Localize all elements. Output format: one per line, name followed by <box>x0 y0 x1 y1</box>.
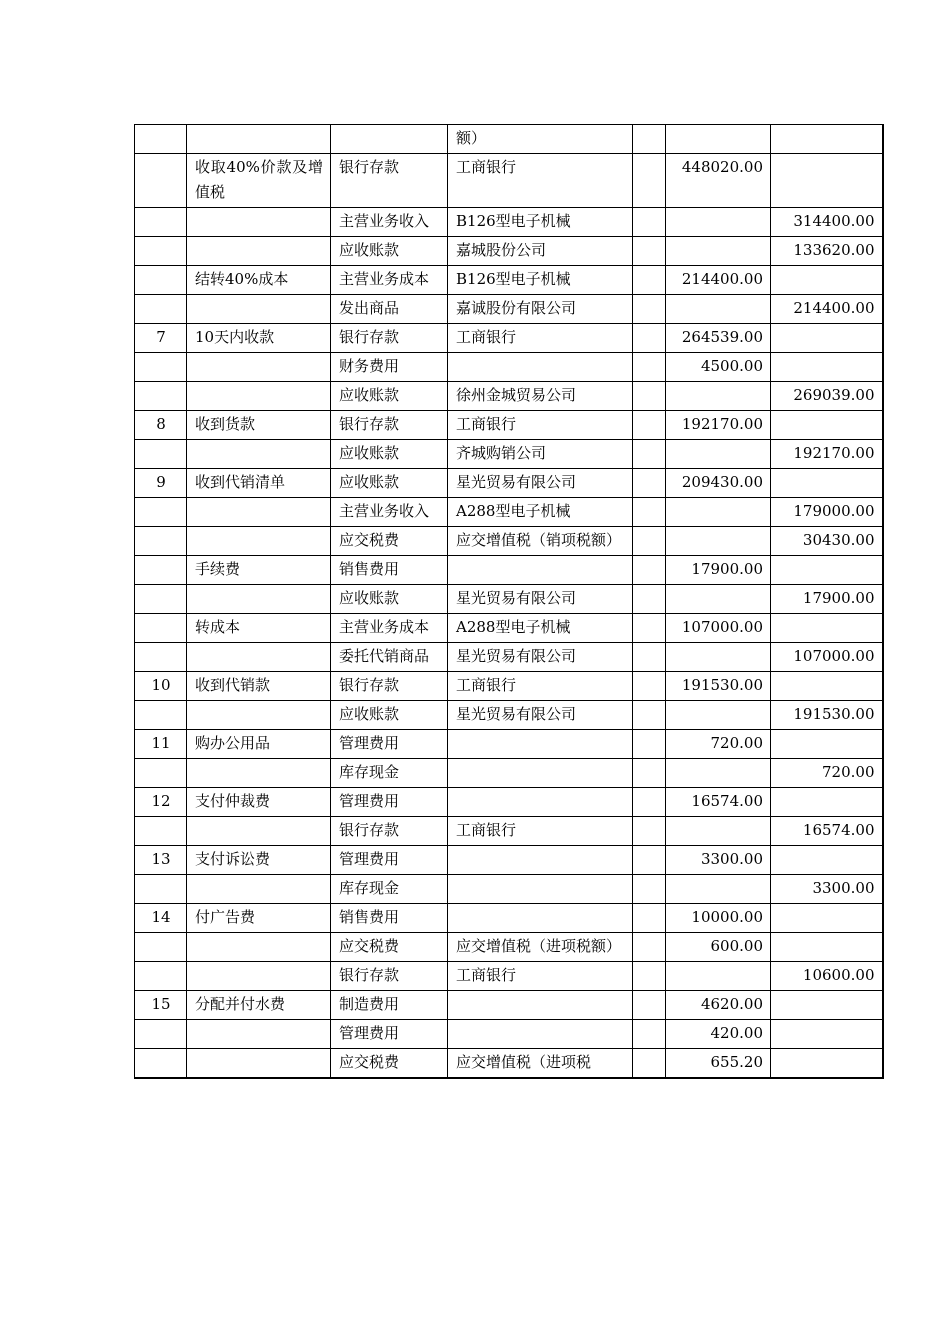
account-cell: 管理费用 <box>331 846 448 875</box>
account-cell: 应收账款 <box>331 701 448 730</box>
summary-cell: 支付仲裁费 <box>187 788 331 817</box>
sub-account-cell: 星光贸易有限公司 <box>448 701 633 730</box>
blank-cell <box>633 585 666 614</box>
credit-amount-cell <box>771 730 883 759</box>
debit-amount-cell: 214400.00 <box>666 266 771 295</box>
debit-amount-cell <box>666 817 771 846</box>
sub-account-cell <box>448 875 633 904</box>
sub-account-cell: B126型电子机械 <box>448 208 633 237</box>
account-cell: 应收账款 <box>331 440 448 469</box>
summary-cell <box>187 875 331 904</box>
entry-number-cell <box>135 353 187 382</box>
sub-account-cell: 应交增值税（进项税 <box>448 1049 633 1079</box>
summary-cell: 付广告费 <box>187 904 331 933</box>
blank-cell <box>633 701 666 730</box>
credit-amount-cell <box>771 125 883 154</box>
entry-number-cell <box>135 556 187 585</box>
debit-amount-cell <box>666 701 771 730</box>
journal-entry-rows <box>135 125 883 1079</box>
blank-cell <box>633 614 666 643</box>
journal-entry-table <box>134 124 884 1079</box>
account-cell: 库存现金 <box>331 875 448 904</box>
sub-account-cell: 嘉城股份公司 <box>448 237 633 266</box>
summary-cell <box>187 701 331 730</box>
account-cell: 管理费用 <box>331 1020 448 1049</box>
blank-cell <box>633 411 666 440</box>
debit-amount-cell <box>666 585 771 614</box>
table-row <box>135 125 883 154</box>
blank-cell <box>633 759 666 788</box>
debit-amount-cell <box>666 295 771 324</box>
table-row <box>135 353 883 382</box>
table-row <box>135 904 883 933</box>
blank-cell <box>633 324 666 353</box>
summary-cell: 分配并付水费 <box>187 991 331 1020</box>
entry-number-cell <box>135 875 187 904</box>
blank-cell <box>633 154 666 208</box>
sub-account-cell: 应交增值税（销项税额） <box>448 527 633 556</box>
account-cell: 主营业务收入 <box>331 208 448 237</box>
account-cell: 销售费用 <box>331 904 448 933</box>
table-row <box>135 962 883 991</box>
credit-amount-cell <box>771 991 883 1020</box>
table-row <box>135 672 883 701</box>
debit-amount-cell: 16574.00 <box>666 788 771 817</box>
summary-cell <box>187 759 331 788</box>
entry-number-cell: 7 <box>135 324 187 353</box>
debit-amount-cell: 420.00 <box>666 1020 771 1049</box>
entry-number-cell <box>135 1020 187 1049</box>
account-cell: 银行存款 <box>331 672 448 701</box>
credit-amount-cell <box>771 266 883 295</box>
blank-cell <box>633 125 666 154</box>
debit-amount-cell <box>666 237 771 266</box>
credit-amount-cell <box>771 904 883 933</box>
summary-cell: 结转40%成本 <box>187 266 331 295</box>
table-row <box>135 846 883 875</box>
summary-cell: 手续费 <box>187 556 331 585</box>
debit-amount-cell: 4500.00 <box>666 353 771 382</box>
debit-amount-cell: 192170.00 <box>666 411 771 440</box>
table-row <box>135 585 883 614</box>
blank-cell <box>633 469 666 498</box>
credit-amount-cell: 10600.00 <box>771 962 883 991</box>
debit-amount-cell: 10000.00 <box>666 904 771 933</box>
account-cell: 应交税费 <box>331 527 448 556</box>
blank-cell <box>633 962 666 991</box>
credit-amount-cell: 179000.00 <box>771 498 883 527</box>
entry-number-cell <box>135 266 187 295</box>
account-cell: 应收账款 <box>331 382 448 411</box>
account-cell: 委托代销商品 <box>331 643 448 672</box>
blank-cell <box>633 643 666 672</box>
sub-account-cell: 齐城购销公司 <box>448 440 633 469</box>
blank-cell <box>633 208 666 237</box>
entry-number-cell <box>135 962 187 991</box>
entry-number-cell <box>135 701 187 730</box>
table-row <box>135 759 883 788</box>
summary-cell <box>187 208 331 237</box>
entry-number-cell <box>135 614 187 643</box>
sub-account-cell: 应交增值税（进项税额） <box>448 933 633 962</box>
table-row <box>135 1049 883 1079</box>
entry-number-cell: 10 <box>135 672 187 701</box>
credit-amount-cell: 269039.00 <box>771 382 883 411</box>
account-cell: 制造费用 <box>331 991 448 1020</box>
sub-account-cell <box>448 759 633 788</box>
sub-account-cell: 工商银行 <box>448 154 633 208</box>
blank-cell <box>633 991 666 1020</box>
entry-number-cell <box>135 237 187 266</box>
sub-account-cell: 工商银行 <box>448 962 633 991</box>
sub-account-cell: 星光贸易有限公司 <box>448 585 633 614</box>
credit-amount-cell: 720.00 <box>771 759 883 788</box>
sub-account-cell: 工商银行 <box>448 411 633 440</box>
blank-cell <box>633 730 666 759</box>
sub-account-cell: 徐州金城贸易公司 <box>448 382 633 411</box>
credit-amount-cell: 17900.00 <box>771 585 883 614</box>
sub-account-cell <box>448 904 633 933</box>
sub-account-cell: B126型电子机械 <box>448 266 633 295</box>
summary-cell: 收到代销款 <box>187 672 331 701</box>
table-row <box>135 382 883 411</box>
credit-amount-cell: 133620.00 <box>771 237 883 266</box>
sub-account-cell: A288型电子机械 <box>448 498 633 527</box>
sub-account-cell <box>448 353 633 382</box>
sub-account-cell: 嘉诚股份有限公司 <box>448 295 633 324</box>
blank-cell <box>633 788 666 817</box>
entry-number-cell <box>135 527 187 556</box>
entry-number-cell <box>135 125 187 154</box>
entry-number-cell <box>135 498 187 527</box>
table-row <box>135 154 883 208</box>
credit-amount-cell <box>771 846 883 875</box>
summary-cell: 10天内收款 <box>187 324 331 353</box>
account-cell: 管理费用 <box>331 730 448 759</box>
table-row <box>135 991 883 1020</box>
debit-amount-cell: 720.00 <box>666 730 771 759</box>
table-row <box>135 614 883 643</box>
credit-amount-cell <box>771 154 883 208</box>
sub-account-cell <box>448 1020 633 1049</box>
account-cell: 销售费用 <box>331 556 448 585</box>
sub-account-cell <box>448 730 633 759</box>
table-row <box>135 933 883 962</box>
credit-amount-cell: 16574.00 <box>771 817 883 846</box>
account-cell: 管理费用 <box>331 788 448 817</box>
blank-cell <box>633 527 666 556</box>
blank-cell <box>633 498 666 527</box>
table-row <box>135 527 883 556</box>
account-cell: 库存现金 <box>331 759 448 788</box>
account-cell: 应收账款 <box>331 237 448 266</box>
account-cell: 银行存款 <box>331 962 448 991</box>
blank-cell <box>633 933 666 962</box>
entry-number-cell <box>135 440 187 469</box>
credit-amount-cell <box>771 614 883 643</box>
summary-cell <box>187 643 331 672</box>
summary-cell <box>187 585 331 614</box>
debit-amount-cell <box>666 643 771 672</box>
summary-cell <box>187 527 331 556</box>
entry-number-cell: 11 <box>135 730 187 759</box>
credit-amount-cell: 192170.00 <box>771 440 883 469</box>
sub-account-cell: 星光贸易有限公司 <box>448 469 633 498</box>
credit-amount-cell <box>771 672 883 701</box>
entry-number-cell <box>135 585 187 614</box>
account-cell: 发出商品 <box>331 295 448 324</box>
debit-amount-cell: 4620.00 <box>666 991 771 1020</box>
debit-amount-cell: 655.20 <box>666 1049 771 1079</box>
sub-account-cell: 工商银行 <box>448 672 633 701</box>
table-row <box>135 1020 883 1049</box>
entry-number-cell: 15 <box>135 991 187 1020</box>
table-row <box>135 788 883 817</box>
summary-cell <box>187 962 331 991</box>
credit-amount-cell <box>771 411 883 440</box>
entry-number-cell: 12 <box>135 788 187 817</box>
credit-amount-cell: 3300.00 <box>771 875 883 904</box>
debit-amount-cell: 3300.00 <box>666 846 771 875</box>
summary-cell: 收到代销清单 <box>187 469 331 498</box>
table-row <box>135 324 883 353</box>
summary-cell <box>187 382 331 411</box>
account-cell: 应收账款 <box>331 469 448 498</box>
table-row <box>135 208 883 237</box>
sub-account-cell: A288型电子机械 <box>448 614 633 643</box>
blank-cell <box>633 556 666 585</box>
summary-cell <box>187 440 331 469</box>
entry-number-cell: 14 <box>135 904 187 933</box>
debit-amount-cell: 191530.00 <box>666 672 771 701</box>
entry-number-cell <box>135 295 187 324</box>
table-row <box>135 643 883 672</box>
blank-cell <box>633 846 666 875</box>
entry-number-cell <box>135 1049 187 1079</box>
debit-amount-cell <box>666 125 771 154</box>
sub-account-cell: 额） <box>448 125 633 154</box>
credit-amount-cell <box>771 324 883 353</box>
account-cell <box>331 125 448 154</box>
table-row <box>135 440 883 469</box>
debit-amount-cell: 264539.00 <box>666 324 771 353</box>
summary-cell <box>187 933 331 962</box>
credit-amount-cell <box>771 469 883 498</box>
credit-amount-cell <box>771 1049 883 1079</box>
debit-amount-cell: 600.00 <box>666 933 771 962</box>
entry-number-cell <box>135 382 187 411</box>
account-cell: 主营业务成本 <box>331 614 448 643</box>
blank-cell <box>633 440 666 469</box>
sub-account-cell: 星光贸易有限公司 <box>448 643 633 672</box>
credit-amount-cell: 191530.00 <box>771 701 883 730</box>
debit-amount-cell <box>666 208 771 237</box>
account-cell: 银行存款 <box>331 817 448 846</box>
entry-number-cell: 8 <box>135 411 187 440</box>
entry-number-cell <box>135 817 187 846</box>
sub-account-cell <box>448 991 633 1020</box>
account-cell: 银行存款 <box>331 154 448 208</box>
table-row <box>135 875 883 904</box>
blank-cell <box>633 1049 666 1079</box>
sub-account-cell <box>448 788 633 817</box>
summary-cell <box>187 125 331 154</box>
summary-cell <box>187 498 331 527</box>
debit-amount-cell <box>666 962 771 991</box>
blank-cell <box>633 295 666 324</box>
table-row <box>135 730 883 759</box>
credit-amount-cell: 30430.00 <box>771 527 883 556</box>
credit-amount-cell: 314400.00 <box>771 208 883 237</box>
blank-cell <box>633 353 666 382</box>
blank-cell <box>633 237 666 266</box>
summary-cell <box>187 1020 331 1049</box>
account-cell: 应交税费 <box>331 1049 448 1079</box>
account-cell: 应收账款 <box>331 585 448 614</box>
blank-cell <box>633 1020 666 1049</box>
blank-cell <box>633 875 666 904</box>
entry-number-cell <box>135 208 187 237</box>
debit-amount-cell <box>666 440 771 469</box>
entry-number-cell: 13 <box>135 846 187 875</box>
summary-cell: 收到货款 <box>187 411 331 440</box>
summary-cell <box>187 353 331 382</box>
debit-amount-cell <box>666 875 771 904</box>
summary-cell: 转成本 <box>187 614 331 643</box>
entry-number-cell <box>135 154 187 208</box>
sub-account-cell <box>448 556 633 585</box>
sub-account-cell: 工商银行 <box>448 324 633 353</box>
summary-cell <box>187 237 331 266</box>
credit-amount-cell <box>771 788 883 817</box>
summary-cell: 购办公用品 <box>187 730 331 759</box>
entry-number-cell <box>135 759 187 788</box>
table-row <box>135 498 883 527</box>
table-row <box>135 295 883 324</box>
table-row <box>135 701 883 730</box>
blank-cell <box>633 904 666 933</box>
account-cell: 主营业务成本 <box>331 266 448 295</box>
table-row <box>135 469 883 498</box>
account-cell: 财务费用 <box>331 353 448 382</box>
debit-amount-cell <box>666 527 771 556</box>
debit-amount-cell <box>666 382 771 411</box>
summary-cell <box>187 1049 331 1079</box>
table-row <box>135 237 883 266</box>
credit-amount-cell <box>771 1020 883 1049</box>
debit-amount-cell <box>666 759 771 788</box>
entry-number-cell: 9 <box>135 469 187 498</box>
account-cell: 应交税费 <box>331 933 448 962</box>
blank-cell <box>633 382 666 411</box>
entry-number-cell <box>135 933 187 962</box>
blank-cell <box>633 266 666 295</box>
table-row <box>135 556 883 585</box>
credit-amount-cell <box>771 933 883 962</box>
credit-amount-cell <box>771 353 883 382</box>
debit-amount-cell <box>666 498 771 527</box>
summary-cell: 支付诉讼费 <box>187 846 331 875</box>
account-cell: 银行存款 <box>331 324 448 353</box>
debit-amount-cell: 17900.00 <box>666 556 771 585</box>
account-cell: 银行存款 <box>331 411 448 440</box>
summary-cell <box>187 817 331 846</box>
sub-account-cell <box>448 846 633 875</box>
summary-cell: 收取40%价款及增值税 <box>187 154 331 208</box>
account-cell: 主营业务收入 <box>331 498 448 527</box>
table-row <box>135 266 883 295</box>
debit-amount-cell: 107000.00 <box>666 614 771 643</box>
credit-amount-cell: 214400.00 <box>771 295 883 324</box>
blank-cell <box>633 817 666 846</box>
blank-cell <box>633 672 666 701</box>
sub-account-cell: 工商银行 <box>448 817 633 846</box>
table-row <box>135 411 883 440</box>
debit-amount-cell: 209430.00 <box>666 469 771 498</box>
credit-amount-cell: 107000.00 <box>771 643 883 672</box>
table-row <box>135 817 883 846</box>
summary-cell <box>187 295 331 324</box>
credit-amount-cell <box>771 556 883 585</box>
entry-number-cell <box>135 643 187 672</box>
debit-amount-cell: 448020.00 <box>666 154 771 208</box>
